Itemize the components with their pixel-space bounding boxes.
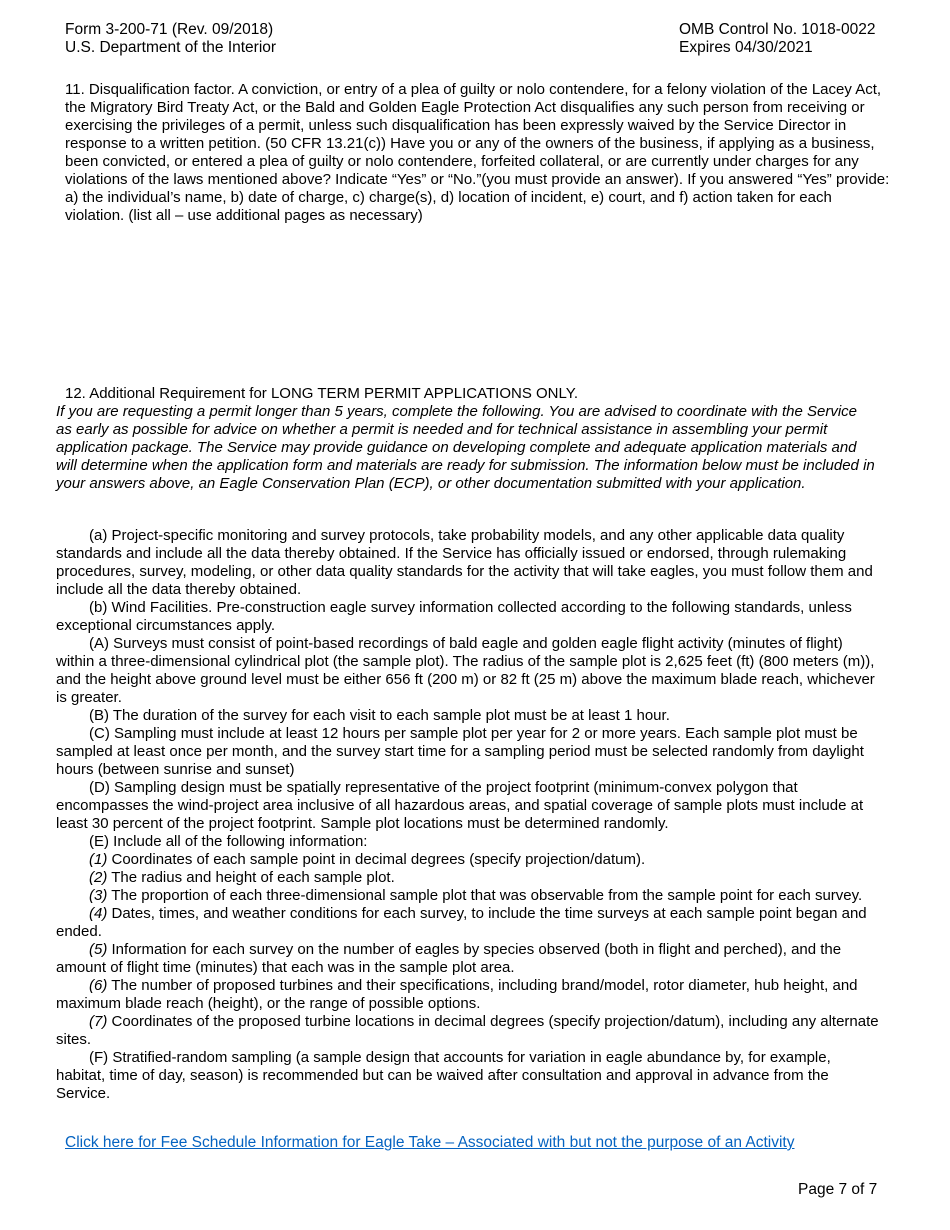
form-header-left — [65, 21, 276, 57]
requirement-number: (3) — [89, 887, 108, 904]
fee-schedule-link[interactable]: Click here for Fee Schedule Information for Eagle Take – Associated with but not the purpose of an Activity — [65, 1134, 795, 1151]
expiration-date: Expires 04/30/2021 — [679, 39, 813, 56]
requirement-text: Dates, times, and weather conditions for each survey, to include the time surveys at each sample point began and ended. — [56, 905, 867, 940]
requirement-text: (F) Stratified-random sampling (a sample design that accounts for variation in eagle abundance by, for example, habitat, time of day, season) is recommended but can be waived after consultation and approval in advance from the Service. — [56, 1049, 831, 1102]
requirement-text: (b) Wind Facilities. Pre-construction eagle survey information collected according to the following standards, unless exceptional circumstances apply. — [56, 599, 852, 634]
requirement-item — [56, 833, 880, 851]
requirement-number: (6) — [89, 977, 108, 994]
requirement-number: (5) — [89, 941, 108, 958]
department-name: U.S. Department of the Interior — [65, 39, 277, 56]
requirement-item — [56, 779, 880, 833]
requirement-text: (C) Sampling must include at least 12 hours per sample plot per year for 2 or more years. Each sample plot must be sampled at least once per month, and the survey start time for a sampling period must be selected randomly from daylight hours (between sunrise and sunset) — [56, 725, 864, 778]
requirement-item — [56, 707, 880, 725]
question-12-intro: If you are requesting a permit longer than 5 years, complete the following. You are advised to coordinate with the Service as early as possible for advice on whether a permit is needed and for technical assistance in assembling your permit application package. The Service may provide guidance on developing complete and adequate application materials and will determine when the application form and materials are ready for submission. The information below must be included in your answers above, an Eagle Conservation Plan (ECP), or other documentation submitted with your application. — [56, 403, 875, 492]
requirement-text: Coordinates of the proposed turbine locations in decimal degrees (specify projection/datum), including any alternate sites. — [56, 1013, 879, 1048]
requirement-item — [56, 1049, 880, 1103]
requirement-text: Coordinates of each sample point in decimal degrees (specify projection/datum). — [107, 851, 646, 868]
requirement-item — [56, 635, 880, 707]
requirement-text: The proportion of each three-dimensional sample plot that was observable from the sample point for each survey. — [107, 887, 863, 904]
question-12-requirements — [56, 527, 880, 1103]
requirement-text: (a) Project-specific monitoring and survey protocols, take probability models, and any other applicable data quality standards and include all the data thereby obtained. If the Service has officially issued or endorsed, through rulemaking procedures, survey, modeling, or other data quality standards for the activity that will take eagles, you must follow them and include all the data thereby obtained. — [56, 527, 873, 598]
requirement-item — [56, 887, 880, 905]
omb-control-number: OMB Control No. 1018-0022 — [679, 21, 876, 38]
requirement-text: (A) Surveys must consist of point-based recordings of bald eagle and golden eagle flight activity (minutes of flight) within a three-dimensional cylindrical plot (the sample plot). The radius of the sample plot is 2,625 feet (ft) (800 meters (m)), and the height above ground level must be either 656 ft (200 m) or 82 ft (25 m) above the maximum blade reach, whichever is greater. — [56, 635, 875, 706]
requirement-text: (E) Include all of the following information: — [89, 833, 368, 850]
requirement-item — [56, 905, 880, 941]
requirement-number: (7) — [89, 1013, 108, 1030]
requirement-number: (1) — [89, 851, 108, 868]
requirement-item — [56, 1013, 880, 1049]
requirement-item — [56, 869, 880, 887]
requirement-text: The radius and height of each sample plot. — [107, 869, 395, 886]
requirement-number: (4) — [89, 905, 108, 922]
requirement-text: Information for each survey on the number of eagles by species observed (both in flight and perched), and the amount of flight time (minutes) that each was in the sample plot area. — [56, 941, 842, 976]
requirement-text: (D) Sampling design must be spatially representative of the project footprint (minimum-convex polygon that encompasses the wind-project area inclusive of all hazardous areas, and spatial coverage of sample plots must include at least 30 percent of the project footprint. Sample plot locations must be determined randomly. — [56, 779, 864, 832]
requirement-item — [56, 941, 880, 977]
requirement-item — [56, 599, 880, 635]
requirement-text: (B) The duration of the survey for each visit to each sample plot must be at least 1 hour. — [89, 707, 670, 724]
form-number: Form 3-200-71 (Rev. 09/2018) — [65, 21, 274, 38]
requirement-item — [56, 725, 880, 779]
form-header-right — [679, 21, 875, 57]
question-12-title: 12. Additional Requirement for LONG TERM PERMIT APPLICATIONS ONLY. — [65, 385, 578, 402]
requirement-number: (2) — [89, 869, 108, 886]
requirement-item — [56, 851, 880, 869]
requirement-item — [56, 527, 880, 599]
page-number: Page 7 of 7 — [798, 1181, 878, 1198]
question-11-disqualification: 11. Disqualification factor. A conviction, or entry of a plea of guilty or nolo contendere, for a felony violation of the Lacey Act, the Migratory Bird Treaty Act, or the Bald and Golden Eagle Protection Act disqualifies any such person from receiving or exercising the privileges of a permit, unless such disqualification has been expressly waived by the Service Director in response to a written petition. (50 CFR 13.21(c)) Have you or any of the owners of the business, if applying as a business, been convicted, or entered a plea of guilty or nolo contendere, forfeited collateral, or are currently under charges for any violations of the laws mentioned above? Indicate “Yes” or “No.”(you must provide an answer). If you answered “Yes” provide: a) the individual’s name, b) date of charge, c) charge(s), d) location of incident, e) court, and f) action taken for each violation. (list all – use additional pages as necessary) — [65, 81, 890, 224]
requirement-item — [56, 977, 880, 1013]
requirement-text: The number of proposed turbines and their specifications, including brand/model, rotor diameter, hub height, and maximum blade reach (height), or the range of possible options. — [56, 977, 858, 1012]
